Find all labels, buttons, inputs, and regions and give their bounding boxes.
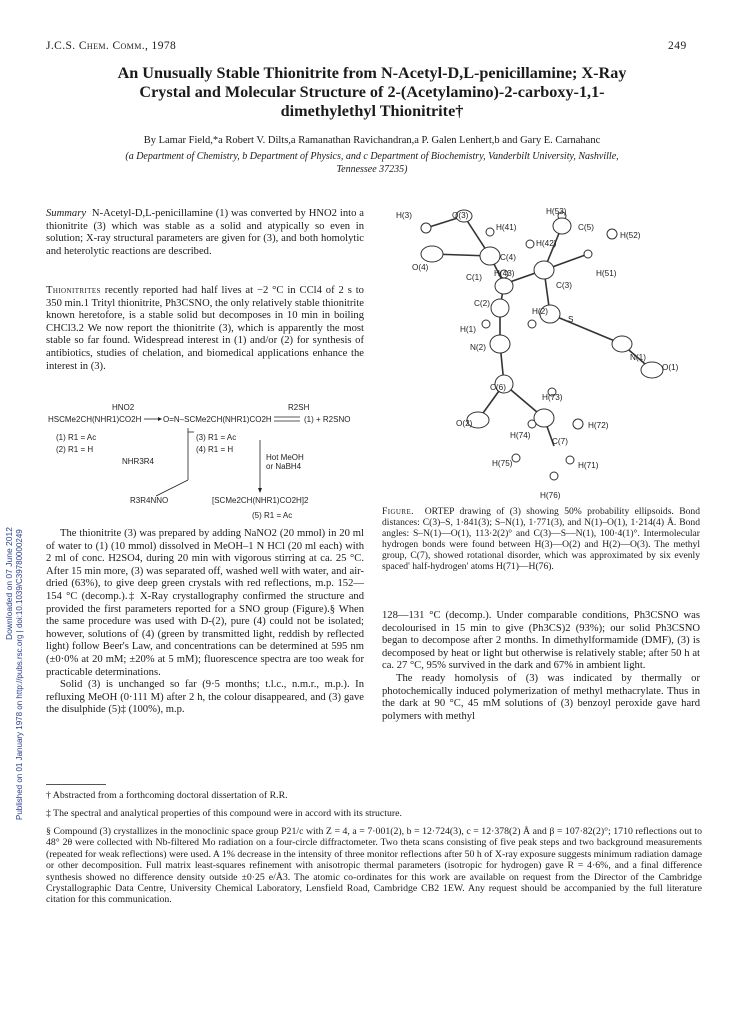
compound-5: (5) R1 = Ac <box>252 511 293 520</box>
ortep-figure <box>382 204 702 504</box>
label-h53: H(53) <box>546 207 567 216</box>
label-h73: H(73) <box>542 393 563 402</box>
atom-c2 <box>491 299 509 317</box>
atom-n1 <box>612 336 632 352</box>
atom-h71 <box>566 456 574 464</box>
arrow-to-nitrosamine <box>156 480 188 496</box>
label-c2: C(2) <box>474 299 490 308</box>
affiliation-line-1: (a Department of Chemistry, b Department of Physics, and c Department of Biochemistry, Vanderbilt University, Nashville, <box>125 151 619 162</box>
products-right: (1) + R2SNO <box>304 415 351 424</box>
label-c3: C(3) <box>556 281 572 290</box>
label-o2: O(2) <box>456 419 473 428</box>
atom-h72 <box>573 419 583 429</box>
left-column-intro <box>46 285 364 373</box>
reagent-r2sh: R2SH <box>288 403 310 412</box>
atom-h52 <box>607 229 617 239</box>
label-c1: C(1) <box>466 273 482 282</box>
title-line-3: dimethylethyl Thionitrite† <box>280 102 464 120</box>
atom-c4 <box>480 247 500 265</box>
footnote-dagger: † Abstracted from a forthcoming doctoral dissertation of R.R. <box>46 790 288 801</box>
figure-caption <box>382 506 700 572</box>
atom-n2 <box>490 335 510 353</box>
nabh4: or NaBH4 <box>266 462 302 471</box>
compound-4: (4) R1 = H <box>196 445 234 454</box>
label-o4: O(4) <box>412 263 429 272</box>
paper-title <box>60 64 684 121</box>
label-h42: H(42) <box>536 239 557 248</box>
label-h52: H(52) <box>620 231 641 240</box>
hot-meoh: Hot MeOH <box>266 453 304 462</box>
label-s: S <box>568 315 574 324</box>
atom-c3 <box>534 261 554 279</box>
label-h41: H(41) <box>496 223 517 232</box>
atom-h42 <box>526 240 534 248</box>
reagent-hno2: HNO2 <box>112 403 135 412</box>
arrow-1-head <box>158 417 162 421</box>
footnote-rule <box>46 784 106 785</box>
summary-block <box>46 208 364 258</box>
summary-text: N-Acetyl-D,L-penicillamine (1) was converted by HNO2 into a thionitrite (3) which was stable as a solid and atypically so even in solution; X-ray structural parameters are given for (3), and both homolytic and heterolytic reactions are described. <box>46 208 365 257</box>
summary-label: Summary <box>46 208 87 219</box>
label-n1: N(1) <box>630 353 646 362</box>
bond <box>550 314 622 344</box>
atom-c1 <box>495 278 513 294</box>
atom-h1 <box>482 320 490 328</box>
atom-c7 <box>534 409 554 427</box>
label-h43: H(43) <box>494 269 515 278</box>
label-o3: O(3) <box>452 211 469 220</box>
label-c6: C(6) <box>490 383 506 392</box>
label-h1: H(1) <box>460 325 476 334</box>
homolysis-paragraph: The ready homolysis of (3) was indicated by thermally or photochemically induced polymerization of methyl methacrylate. Thus in the dark at 90 °C, 45 mM solutions of (3) benzoyl peroxide gave hard polymers with methyl <box>382 672 700 722</box>
published-note[interactable]: Published on 01 January 1978 on http://pubs.rsc.org | doi:10.1039/C39780000249 <box>15 529 24 820</box>
decomposition-paragraph: 128—131 °C (decomp.). Under comparable conditions, Ph3CSNO was decolourised in 15 min to give (Ph3CS)2 (93%); our solid Ph3CSNO began to decompose after 2 months. In dimethylformamide (DMF), (3) is decomposed by heat or light but otherwise is relatively stable; after 50 h at ca. 27 °C, 95% survived in the dark and 67% in ambient light. <box>382 610 700 672</box>
label-o1: O(1) <box>662 363 679 372</box>
atom-o1 <box>641 362 663 378</box>
authors: By Lamar Field,*a Robert V. Dilts,a Ramanathan Ravichandran,a P. Galen Lenhert,b and Gary E. Carnahanc <box>143 135 601 146</box>
title-line-2: Crystal and Molecular Structure of 2-(Acetylamino)-2-carboxy-1,1- <box>139 83 605 101</box>
intro-lead: Thionitrites <box>46 285 101 296</box>
label-h72: H(72) <box>588 421 609 430</box>
label-h71: H(71) <box>578 461 599 470</box>
atom-h51 <box>584 250 592 258</box>
atom-h76 <box>550 472 558 480</box>
compound-3: (3) R1 = Ac <box>196 433 237 442</box>
label-h74: H(74) <box>510 431 531 440</box>
title-line-1: An Unusually Stable Thionitrite from N-Acetyl-D,L-penicillamine; X-Ray <box>117 64 627 82</box>
label-h76: H(76) <box>540 491 561 500</box>
atom-o4 <box>421 246 443 262</box>
atom-h41 <box>486 228 494 236</box>
atom-c5 <box>553 218 571 234</box>
arrow-head-disulphide <box>258 488 262 493</box>
right-column-body <box>382 610 700 723</box>
reactant-formula: HSCMe2CH(NHR1)CO2H <box>48 415 142 424</box>
label-h51: H(51) <box>596 269 617 278</box>
stability-paragraph: Solid (3) is unchanged so far (9·5 months; t.l.c., n.m.r., m.p.). In refluxing MeOH (0·111 M) after 2 h, the colour disappeared, and (3) gave the disulphide (5)‡ (100%), m.p. <box>46 679 364 716</box>
footnote-ddagger: ‡ The spectral and analytical properties of this compound were in accord with its structure. <box>46 808 402 819</box>
caption-text: ORTEP drawing of (3) showing 50% probability ellipsoids. Bond distances: C(3)–S, 1·841(3); S–N(1), 1·771(3), and N(1)–O(1), 1·214(4) Å. Bond angles: S–N(1)—O(1), 113·2(2)° and C(3)—S—N(1), 100·4(1)°. Intermolecular hydrogen bonds were found between H(3)—O(2) and H(2)—O(3). The methyl group, C(7), showed rotational disorder, which was approximated by six evenly spaced' half-hydrogen' atoms H(71)—H(76). <box>382 506 701 572</box>
compound-1: (1) R1 = Ac <box>56 433 97 442</box>
label-c5: C(5) <box>578 223 594 232</box>
atoms <box>421 210 663 480</box>
journal-header: J.C.S. Chem. Comm., 1978 <box>46 40 177 52</box>
atom-h75 <box>512 454 520 462</box>
label-c4: C(4) <box>500 253 516 262</box>
thionitrite-formula: O=N–SCMe2CH(NHR1)CO2H <box>163 415 272 424</box>
affiliation-line-2: Tennessee 37235) <box>336 164 408 175</box>
label-h75: H(75) <box>492 459 513 468</box>
reaction-scheme <box>46 400 366 522</box>
amine-reagent: NHR3R4 <box>122 457 155 466</box>
compound-2: (2) R1 = H <box>56 445 94 454</box>
footnote-section: § Compound (3) crystallizes in the monoclinic space group P21/c with Z = 4, a = 7·001(2), b = 12·724(3), c = 12·378(2) Å and β = 107·82(2)°; 1710 reflections out to 48° 2θ were collected with Nb-filtered Mo radiation on a four-circle diffractometer. Two theta scans consisting of five peak steps and two background measurements (repeated for weak reflections) were used. A 1% decrease in the intensity of three monitor reflections after 50 h of X-ray exposure suggests minimum radiation damage or other decomposition. Full matrix least-squares refinement with anisotropic thermal parameters (isotropic for hydrogen) gave R = 4·6%, and a final difference synthesis showed no difference density outside ±0·25 e/Å3. The atomic co-ordinates for this work are available on request from the Director of the Cambridge Crystallographic Data Centre, University Chemical Laboratory, Lensfield Road, Cambridge CB2 1EW. Any request should be accompanied by the full literature citation for this communication. <box>46 826 702 906</box>
label-c7: C(7) <box>552 437 568 446</box>
atom-h3 <box>421 223 431 233</box>
left-column-body <box>46 528 364 717</box>
label-h2: H(2) <box>532 307 548 316</box>
nitrosamine: R3R4NNO <box>130 496 169 505</box>
label-h3: H(3) <box>396 211 412 220</box>
caption-label: Figure. <box>382 506 414 517</box>
sidebar-watermark <box>2 340 24 820</box>
page-number: 249 <box>668 40 687 52</box>
preparation-paragraph: The thionitrite (3) was prepared by adding NaNO2 (20 mmol) in 20 ml of water to (1) (10 mmol) dissolved in MeOH–1 N HCl (20 ml each) with 2 ml of conc. H2SO4, during 20 min with vigorous stirring at ca. 25 °C. After 15 min more, (3) was separated off, washed well with water, and air-dried (63%), to give deep green crystals with red reflections, m.p. 152—154 °C (decomp.).‡ X-Ray crystallography confirmed the structure and provided the first parameters reported for a SNO group (Figure).§ When the same procedure was used with D-(2), pure (4) could not be isolated; however, solutions of (4) (green by transmitted light, reddish by reflected light) follow Beer's Law, and concentrations can be determined at 595 nm (±0·0% at 20 mM; ±20% at 5 mM); fluorescence spectra are too weak for practicable determinations. <box>46 528 364 678</box>
affiliations <box>40 150 704 176</box>
atom-h2 <box>528 320 536 328</box>
downloaded-note[interactable]: Downloaded on 07 June 2012 <box>4 527 14 640</box>
intro-paragraph: recently reported had half lives at −2 °C in CCl4 of 2 s to 350 min.1 Trityl thionitrite, Ph3CSNO, the only relatively stable thionitrite known heretofore, is a stable solid but decomposes in 10 min in boiling CHCl3.2 We now report the thionitrite (3), which is apparently the most stable so far found. Widespread interest in (1) and/or (2) for synthesis of antibiotics, studies of chelation, and biomedical applications enhance the interest in (3). <box>46 285 364 372</box>
disulphide-formula: [SCMe2CH(NHR1)CO2H]2 <box>212 496 309 505</box>
label-n2: N(2) <box>470 343 486 352</box>
